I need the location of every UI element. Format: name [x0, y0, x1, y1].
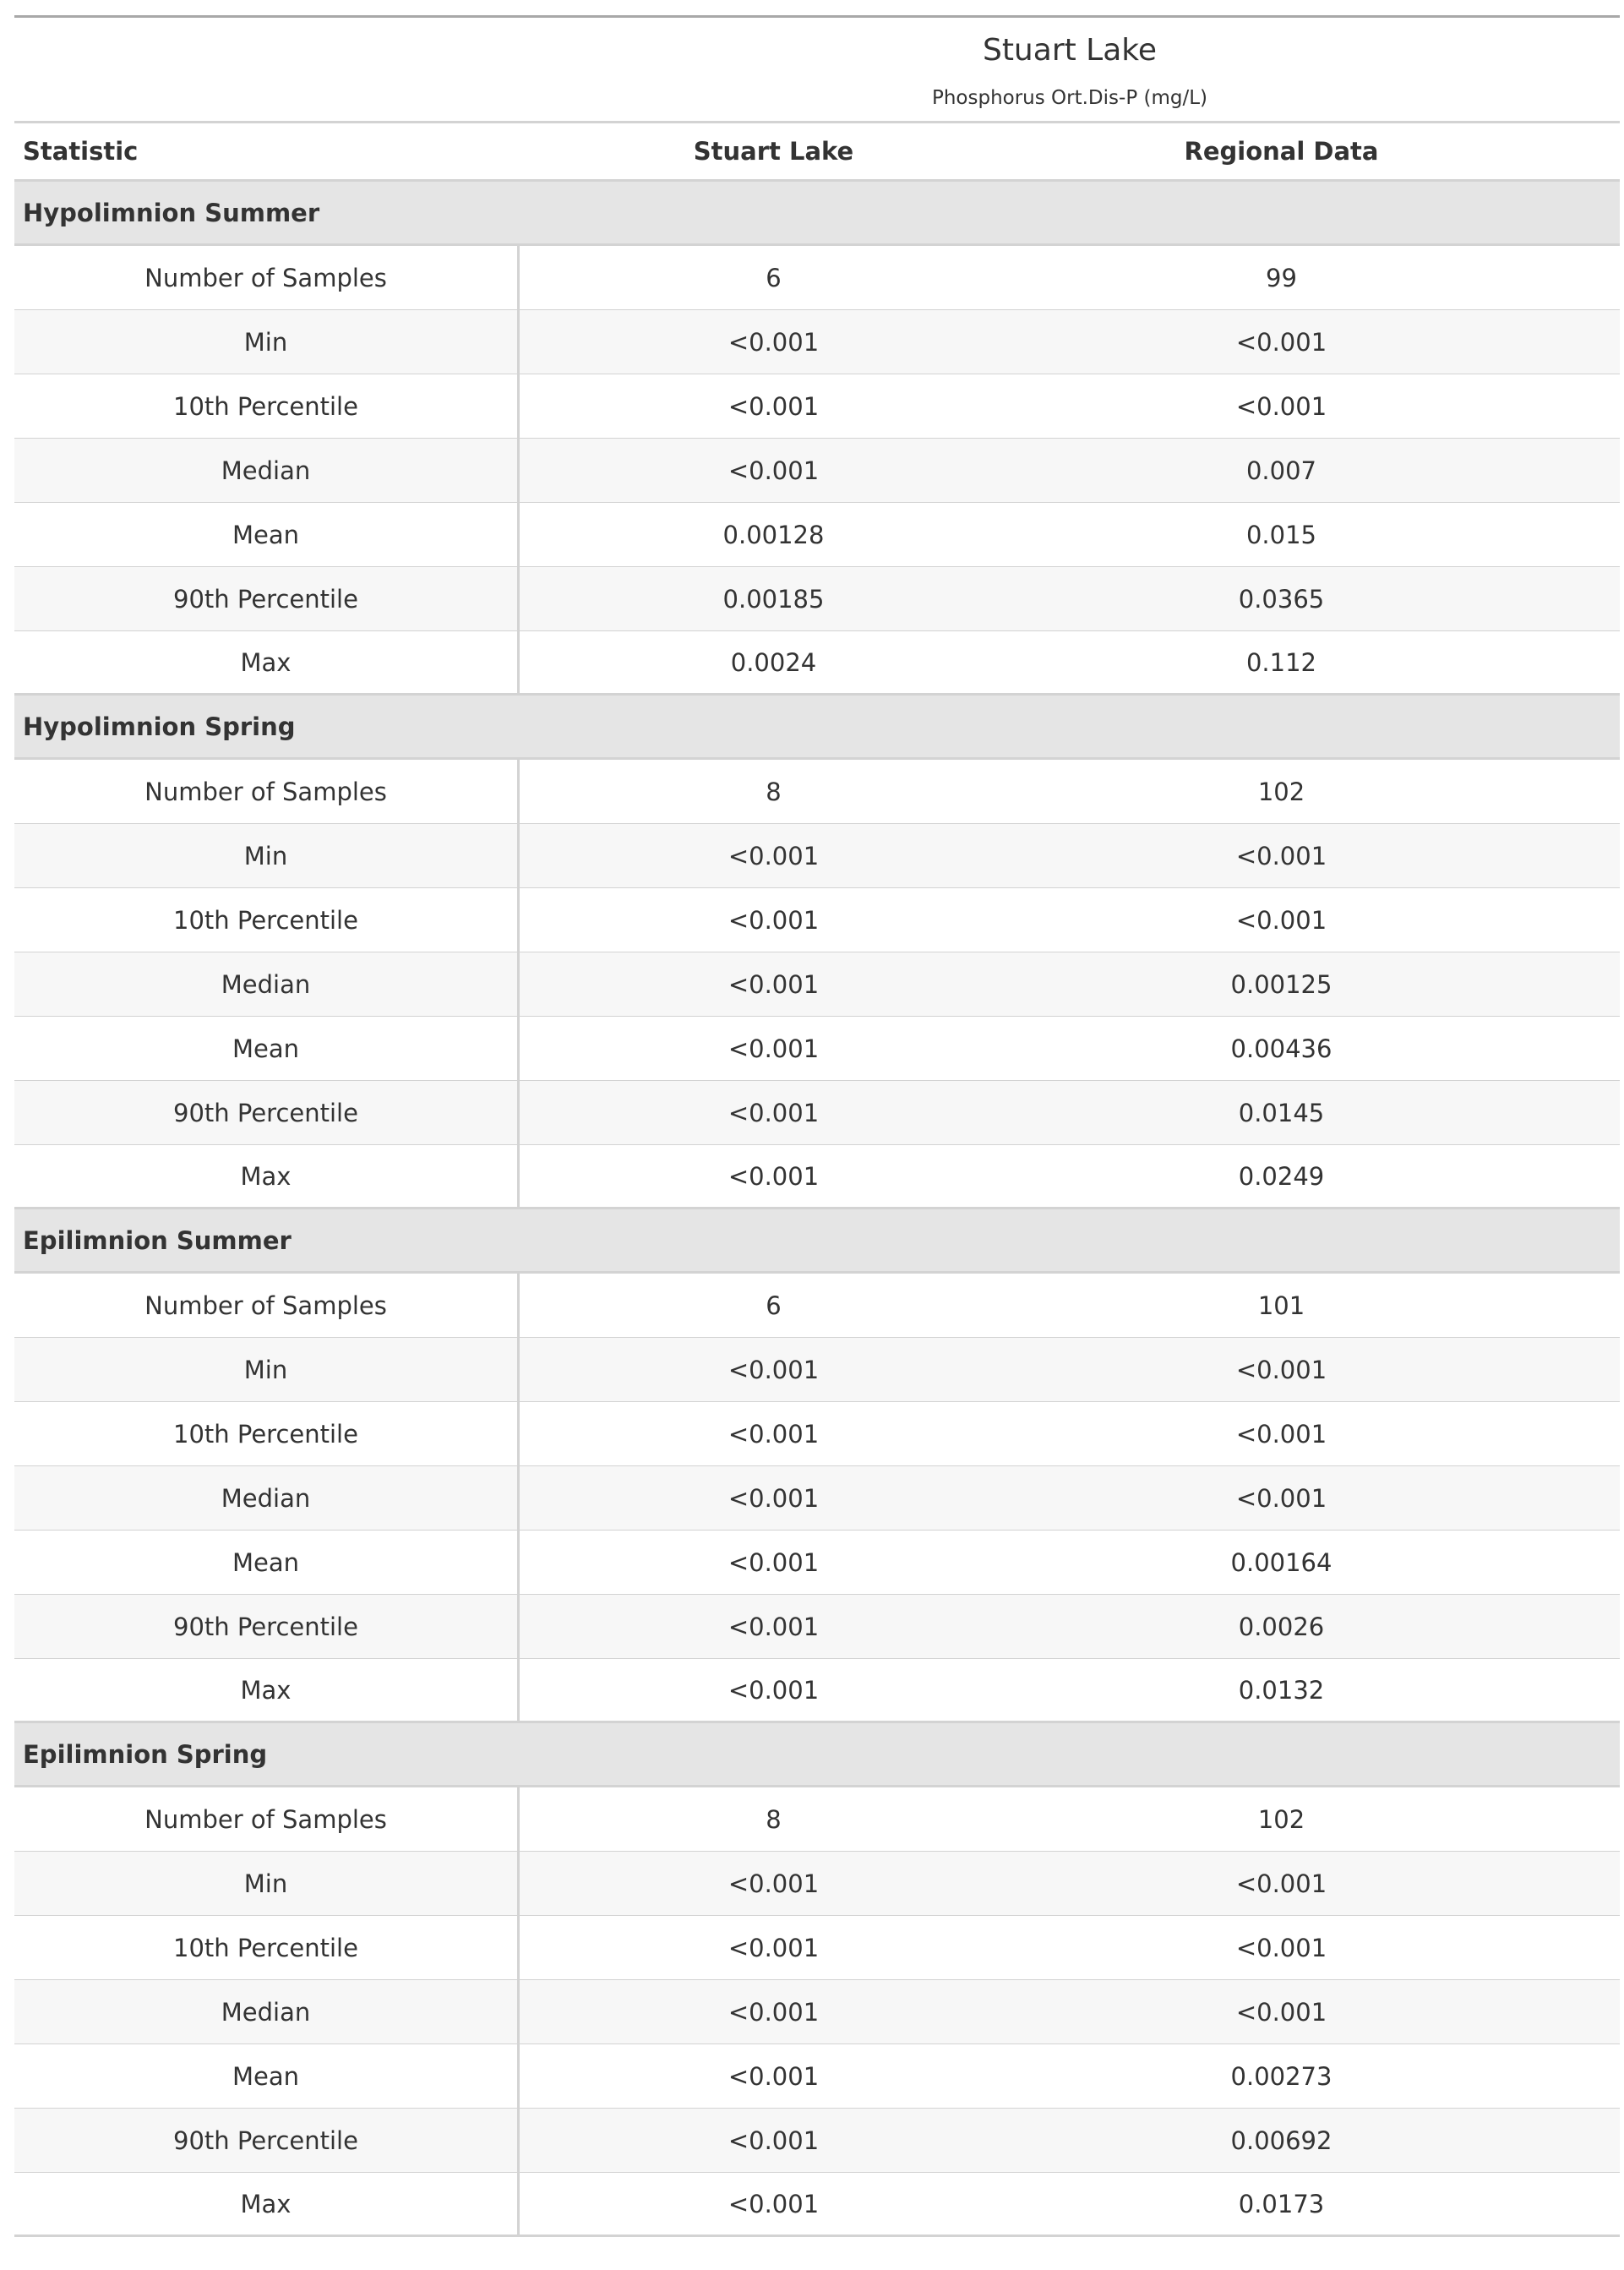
statistic-label: Min: [14, 1338, 520, 1401]
regional-data-value: 99: [1266, 263, 1297, 292]
table-row: [14, 1466, 1620, 1531]
statistic-label: Mean: [14, 1017, 520, 1080]
group-header: Hypolimnion Spring: [14, 696, 1620, 760]
table-row: [14, 1338, 1620, 1402]
statistic-label: 10th Percentile: [14, 1402, 520, 1465]
table-row: [14, 374, 1620, 439]
statistic-label: Median: [14, 439, 520, 502]
regional-data-value: 0.0132: [1238, 1675, 1325, 1705]
stuart-lake-value: <0.001: [728, 1161, 820, 1191]
regional-data-value: 0.015: [1245, 520, 1317, 549]
group-header: Hypolimnion Summer: [14, 182, 1620, 246]
regional-data-value: 0.00436: [1230, 1034, 1332, 1063]
stuart-lake-value: <0.001: [728, 1355, 820, 1384]
table-row: [14, 760, 1620, 824]
table-row: [14, 1274, 1620, 1338]
stuart-lake-value: 0.0024: [730, 647, 817, 677]
stuart-lake-value: <0.001: [728, 1547, 820, 1577]
statistic-label: Median: [14, 1466, 520, 1530]
table-title: Stuart Lake: [982, 33, 1158, 68]
table-row: [14, 439, 1620, 503]
statistic-label: Mean: [14, 503, 520, 566]
table-title-block: [14, 18, 1620, 123]
statistic-label: 90th Percentile: [14, 567, 520, 630]
regional-data-value: 0.0365: [1238, 584, 1325, 614]
stuart-lake-value: <0.001: [728, 1869, 820, 1898]
statistic-label: Mean: [14, 2044, 520, 2108]
regional-data-value: 101: [1257, 1291, 1305, 1320]
column-header-regional-data: Regional Data: [1184, 137, 1379, 166]
statistic-label: 90th Percentile: [14, 1081, 520, 1144]
table-row: [14, 888, 1620, 952]
table-row: [14, 567, 1620, 631]
statistic-label: Max: [14, 2173, 520, 2235]
statistic-label: 10th Percentile: [14, 888, 520, 952]
table-row: [14, 952, 1620, 1017]
statistic-label: 90th Percentile: [14, 1595, 520, 1658]
statistic-label: Max: [14, 1659, 520, 1721]
regional-data-value: <0.001: [1235, 327, 1327, 357]
table-row: [14, 1916, 1620, 1980]
group-header: Epilimnion Summer: [14, 1209, 1620, 1274]
stuart-lake-value: <0.001: [728, 1612, 820, 1641]
statistic-label: Number of Samples: [14, 1274, 520, 1337]
statistic-label: Median: [14, 952, 520, 1016]
stuart-lake-value: <0.001: [728, 905, 820, 935]
statistic-label: Max: [14, 631, 520, 693]
regional-data-value: 0.0173: [1238, 2189, 1325, 2218]
table-row: [14, 631, 1620, 696]
regional-data-value: 0.112: [1245, 647, 1317, 677]
statistic-label: 90th Percentile: [14, 2109, 520, 2172]
table-row: [14, 1595, 1620, 1659]
regional-data-value: 0.0249: [1238, 1161, 1325, 1191]
regional-data-value: 0.00692: [1230, 2125, 1332, 2155]
column-header-row: [14, 123, 1620, 182]
stuart-lake-value: <0.001: [728, 1675, 820, 1705]
table-body: [14, 182, 1620, 2237]
regional-data-value: <0.001: [1235, 1869, 1327, 1898]
stuart-lake-value: <0.001: [728, 1034, 820, 1063]
statistic-label: Min: [14, 824, 520, 887]
stuart-lake-value: <0.001: [728, 2189, 820, 2218]
stuart-lake-value: 6: [766, 263, 782, 292]
table-row: [14, 1659, 1620, 1723]
table-row: [14, 1081, 1620, 1145]
table-row: [14, 1402, 1620, 1466]
regional-data-value: 0.0026: [1238, 1612, 1325, 1641]
group-header: Epilimnion Spring: [14, 1723, 1620, 1787]
table-row: [14, 2109, 1620, 2173]
stuart-lake-value: 8: [766, 777, 782, 806]
table-row: [14, 1531, 1620, 1595]
statistic-label: Mean: [14, 1531, 520, 1594]
regional-data-value: 0.00164: [1230, 1547, 1332, 1577]
stuart-lake-value: <0.001: [728, 1098, 820, 1127]
stuart-lake-value: <0.001: [728, 327, 820, 357]
stuart-lake-value: <0.001: [728, 391, 820, 421]
regional-data-value: 102: [1257, 1804, 1305, 1834]
table-row: [14, 824, 1620, 888]
statistic-label: Min: [14, 1852, 520, 1915]
table-subtitle: Phosphorus Ort.Dis-P (mg/L): [931, 87, 1208, 109]
statistic-label: 10th Percentile: [14, 374, 520, 438]
stuart-lake-value: 0.00185: [722, 584, 825, 614]
table-row: [14, 246, 1620, 310]
table-row: [14, 1980, 1620, 2044]
stuart-lake-value: <0.001: [728, 1997, 820, 2027]
regional-data-value: <0.001: [1235, 1355, 1327, 1384]
regional-data-value: 0.00125: [1230, 969, 1332, 999]
stuart-lake-value: <0.001: [728, 456, 820, 485]
regional-data-value: <0.001: [1235, 1933, 1327, 1962]
regional-data-value: 0.007: [1245, 456, 1317, 485]
regional-data-value: <0.001: [1235, 905, 1327, 935]
table-row: [14, 2044, 1620, 2109]
statistic-label: Number of Samples: [14, 1787, 520, 1851]
stuart-lake-value: <0.001: [728, 2125, 820, 2155]
statistic-label: Number of Samples: [14, 760, 520, 823]
column-header-stuart-lake: Stuart Lake: [693, 137, 854, 166]
statistic-label: Max: [14, 1145, 520, 1207]
statistic-label: Number of Samples: [14, 246, 520, 309]
regional-data-value: 0.0145: [1238, 1098, 1325, 1127]
statistic-label: Median: [14, 1980, 520, 2044]
stuart-lake-value: <0.001: [728, 1419, 820, 1449]
stuart-lake-value: <0.001: [728, 1933, 820, 1962]
stuart-lake-value: 6: [766, 1291, 782, 1320]
stuart-lake-value: <0.001: [728, 841, 820, 870]
table-row: [14, 310, 1620, 374]
table-row: [14, 1145, 1620, 1209]
table-row: [14, 1852, 1620, 1916]
stuart-lake-value: 8: [766, 1804, 782, 1834]
regional-data-value: 102: [1257, 777, 1305, 806]
stats-table: [14, 15, 1620, 2237]
stuart-lake-value: <0.001: [728, 969, 820, 999]
stuart-lake-value: 0.00128: [722, 520, 825, 549]
statistic-label: Min: [14, 310, 520, 374]
stuart-lake-value: <0.001: [728, 1483, 820, 1513]
regional-data-value: <0.001: [1235, 1483, 1327, 1513]
regional-data-value: <0.001: [1235, 391, 1327, 421]
column-header-statistic: Statistic: [23, 137, 139, 166]
table-row: [14, 1017, 1620, 1081]
stuart-lake-value: <0.001: [728, 2061, 820, 2091]
regional-data-value: <0.001: [1235, 1419, 1327, 1449]
table-row: [14, 503, 1620, 567]
regional-data-value: 0.00273: [1230, 2061, 1332, 2091]
regional-data-value: <0.001: [1235, 841, 1327, 870]
regional-data-value: <0.001: [1235, 1997, 1327, 2027]
table-row: [14, 2173, 1620, 2237]
table-row: [14, 1787, 1620, 1852]
statistic-label: 10th Percentile: [14, 1916, 520, 1979]
